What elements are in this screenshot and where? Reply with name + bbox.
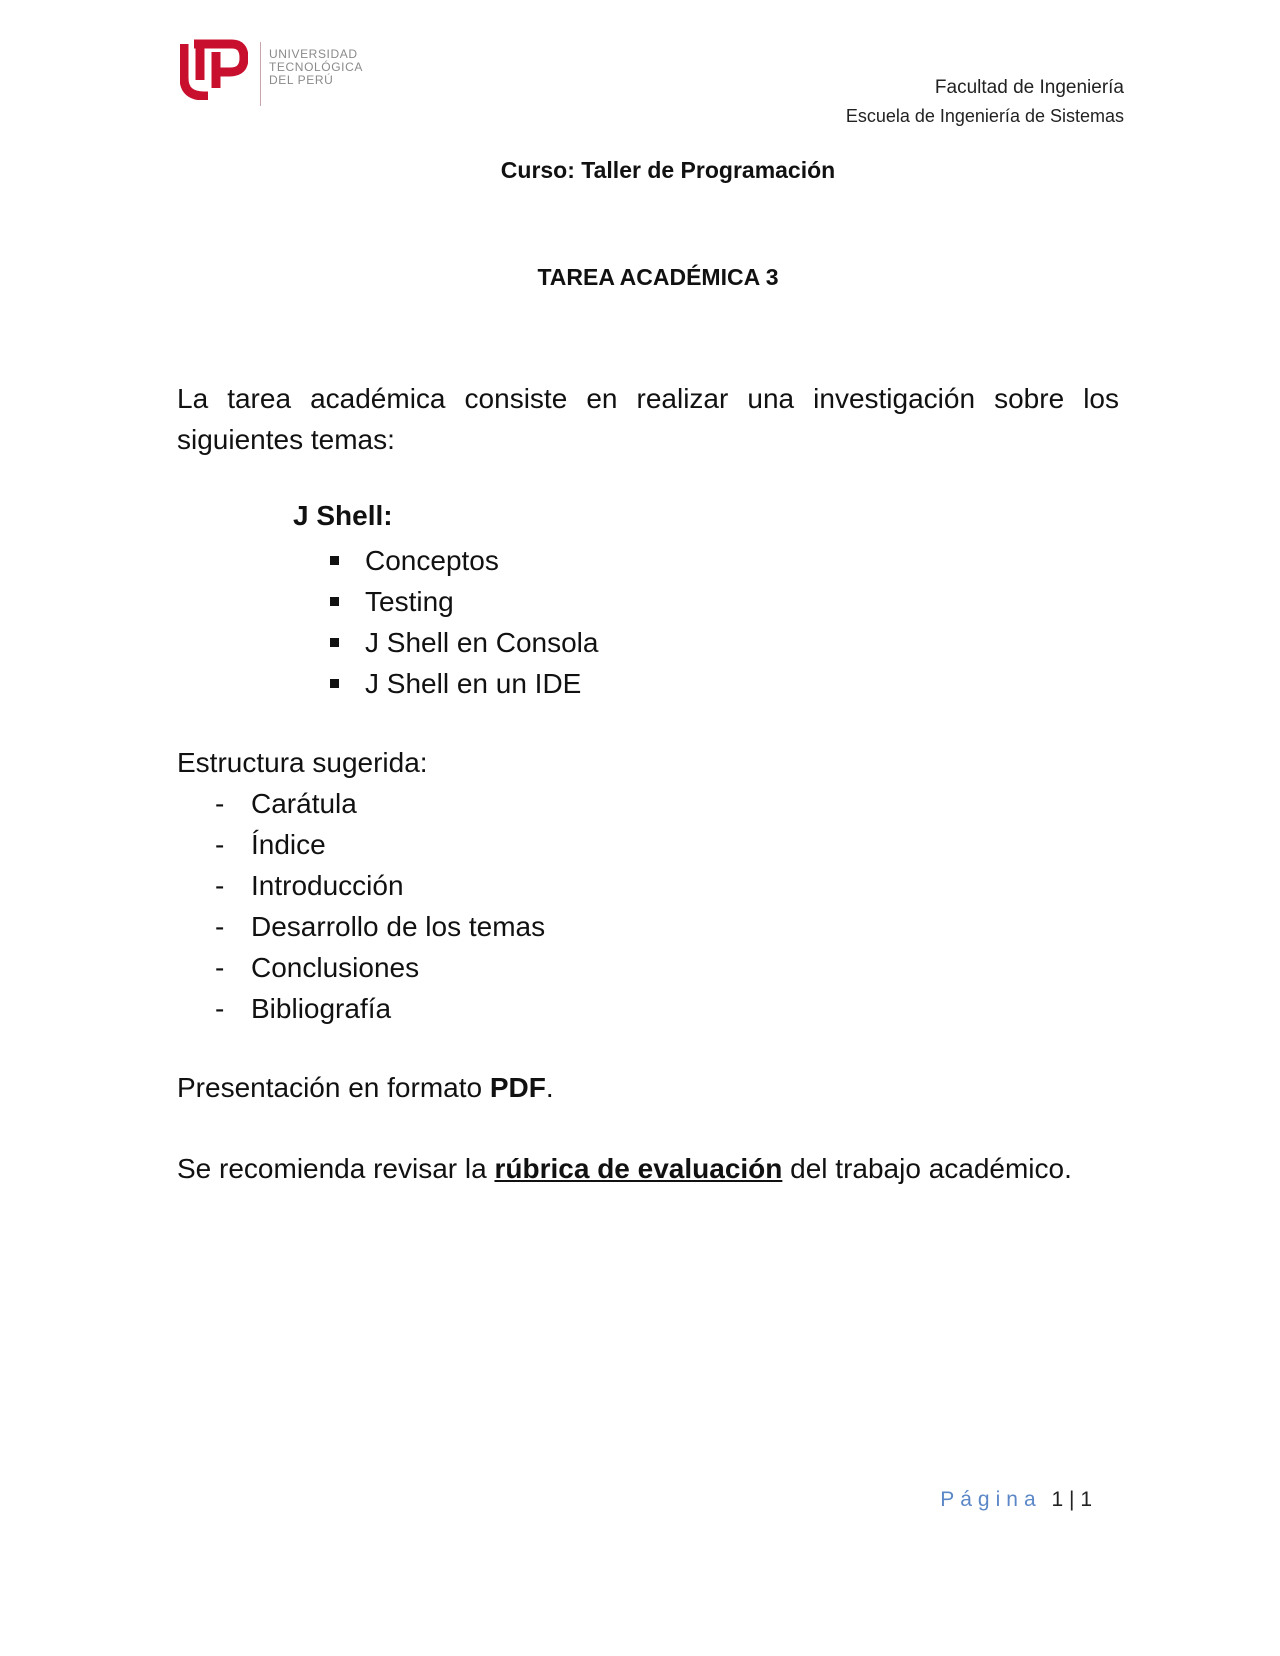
total-pages: 1 bbox=[1080, 1488, 1092, 1511]
rubric-link[interactable]: rúbrica de evaluación bbox=[494, 1153, 783, 1184]
current-page: 1 bbox=[1051, 1488, 1064, 1511]
university-logo bbox=[180, 38, 363, 106]
square-bullet-icon bbox=[330, 679, 339, 688]
jshell-heading: J Shell: bbox=[293, 500, 393, 531]
presentation-format-paragraph: Presentación en formato PDF. bbox=[177, 1072, 554, 1103]
logo-divider bbox=[260, 42, 261, 106]
square-bullet-icon bbox=[330, 638, 339, 647]
page-separator: | bbox=[1069, 1488, 1075, 1511]
list-item: Conceptos bbox=[330, 540, 598, 581]
structure-heading: Estructura sugerida: bbox=[177, 747, 428, 778]
page-label: Página bbox=[940, 1488, 1042, 1511]
page-footer bbox=[940, 1488, 1092, 1512]
list-item: Testing bbox=[330, 581, 598, 622]
list-item: - Índice bbox=[215, 829, 326, 860]
list-item: J Shell en un IDE bbox=[330, 663, 598, 704]
structure-list bbox=[215, 783, 545, 1029]
format-name: PDF bbox=[489, 1072, 546, 1103]
jshell-topics-list bbox=[330, 540, 598, 704]
list-item: - Introducción bbox=[215, 870, 404, 901]
utp-logo-mark bbox=[180, 38, 248, 100]
list-item: - Desarrollo de los temas bbox=[215, 911, 546, 942]
header-faculty-info bbox=[846, 74, 1124, 130]
school-name: Escuela de Ingeniería de Sistemas bbox=[845, 106, 1124, 126]
list-item: J Shell en Consola bbox=[330, 622, 598, 663]
list-item: - Carátula bbox=[215, 788, 357, 819]
list-item: - Conclusiones bbox=[215, 952, 420, 983]
square-bullet-icon bbox=[330, 556, 339, 565]
intro-paragraph: La tarea académica consiste en realizar una investigación sobre los siguientes temas: bbox=[177, 383, 1119, 455]
list-item: - Bibliografía bbox=[215, 993, 392, 1024]
course-title: Curso: Taller de Programación bbox=[500, 157, 836, 183]
faculty-name: Facultad de Ingeniería bbox=[934, 77, 1124, 98]
logo-wordmark: UNIVERSIDAD TECNOLÓGICA DEL PERÚ bbox=[269, 47, 363, 87]
square-bullet-icon bbox=[330, 597, 339, 606]
task-title: TAREA ACADÉMICA 3 bbox=[537, 264, 779, 290]
recommendation-paragraph: Se recomienda revisar la rúbrica de evaluación del trabajo académico. bbox=[177, 1153, 1072, 1184]
